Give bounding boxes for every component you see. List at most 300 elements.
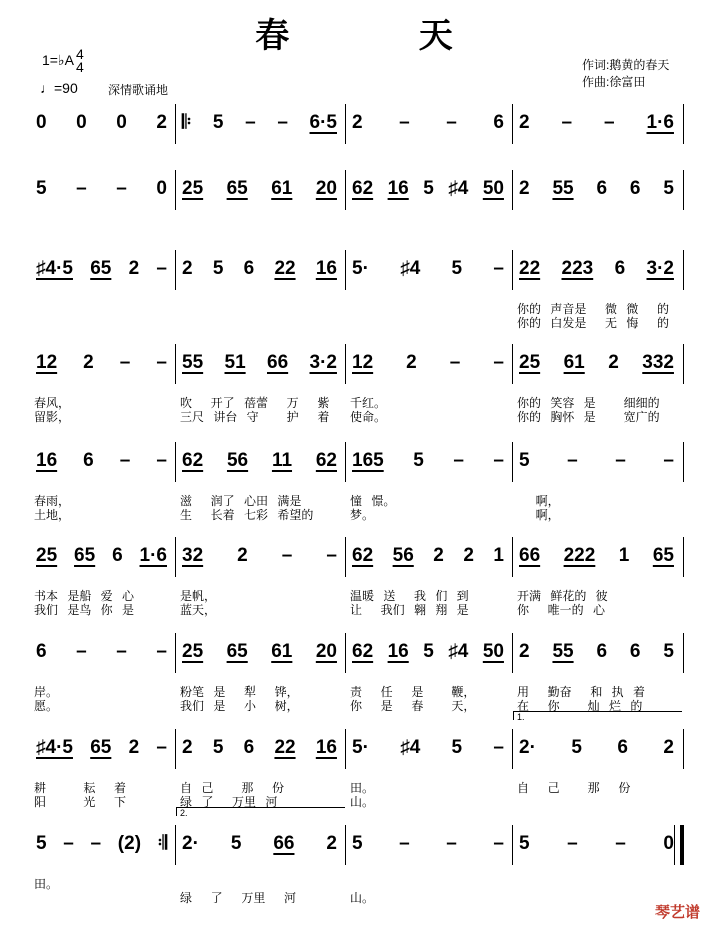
note: 2: [608, 352, 619, 373]
note: 2: [352, 112, 363, 133]
note: 5: [36, 833, 47, 854]
lyric-verse-2: 你 唯一的 心: [517, 603, 606, 617]
lyric-verse-2: 啊，: [517, 508, 560, 522]
lyric-verse-1: 开满 鲜花的 彼: [517, 589, 608, 603]
note: 2: [128, 737, 140, 758]
note: 11: [271, 450, 293, 471]
note-group: [352, 833, 504, 855]
note: –: [493, 450, 504, 471]
note-group: [36, 178, 167, 200]
volta-bracket: 2.: [176, 807, 345, 816]
barline: [683, 344, 684, 384]
lyric-verse-2: 蓝天，: [180, 603, 217, 617]
lyric-verse-1: 你的 笑容 是 细细的: [517, 396, 660, 410]
note: 2: [326, 833, 337, 854]
note: –: [156, 737, 167, 758]
note: 62: [352, 178, 374, 199]
lyric-verse-1: 书本 是船 爱 心: [34, 589, 135, 603]
lyric-verse-2: 在 你 灿 烂 的: [517, 699, 643, 713]
lyric-verse-1: 千红。: [350, 396, 387, 410]
note: 22: [519, 258, 541, 279]
composer: 作曲:徐富田: [582, 75, 646, 89]
note: –: [326, 545, 337, 566]
measure: [512, 825, 682, 865]
measure: [175, 344, 345, 424]
measure: [512, 633, 682, 713]
lyric-verse-1: 啊，: [517, 494, 560, 508]
note-group: [519, 641, 674, 663]
note: ♯4·5: [36, 737, 73, 758]
lyric-verse-1: 自 己 那 份: [517, 781, 631, 795]
note-group: [36, 545, 167, 567]
note: 5: [571, 737, 582, 758]
note: 56: [392, 545, 414, 566]
note: 2: [519, 178, 530, 199]
note-group: [182, 178, 337, 200]
note: –: [76, 641, 87, 662]
note-group: [352, 352, 504, 374]
measure: [345, 729, 512, 809]
note: –: [453, 450, 464, 471]
note: 20: [315, 641, 337, 662]
barline: [683, 633, 684, 673]
note-group: [352, 545, 504, 567]
note: –: [615, 833, 626, 854]
note: –: [399, 112, 410, 133]
note: 5: [663, 641, 674, 662]
tempo-marking: ♩=90: [40, 80, 78, 96]
note: ♯4: [448, 178, 469, 199]
measure: [175, 170, 345, 210]
lyric-verse-1: 春风，: [34, 396, 71, 410]
measure: [345, 344, 512, 424]
measure: [30, 344, 175, 424]
note-group: [36, 352, 167, 374]
barline: [683, 104, 684, 144]
lyric-verse-1: 你的 声音是 微 微 的: [517, 302, 670, 316]
note: 223: [561, 258, 594, 279]
note: 3·2: [309, 352, 337, 373]
volta-bracket: 1.: [513, 711, 682, 720]
note-group: [182, 641, 337, 663]
staff-system: [30, 712, 682, 809]
note: –: [116, 641, 127, 662]
note: 6: [112, 545, 123, 566]
note: 20: [315, 178, 337, 199]
barline: [683, 442, 684, 482]
note-group: [352, 258, 504, 280]
measure: [345, 104, 512, 144]
note: 55: [182, 352, 204, 373]
note: 2: [128, 258, 140, 279]
note: 1·6: [139, 545, 167, 566]
lyric-verse-2: 留影，: [34, 410, 71, 424]
expression-marking: 深情歌诵地: [108, 83, 169, 97]
note: 1·6: [646, 112, 674, 133]
note-group: [519, 352, 674, 374]
note: 50: [482, 178, 504, 199]
lyric-verse-2: 你 是 春 天，: [350, 699, 476, 713]
staff-system: [30, 442, 682, 522]
note: 22: [274, 737, 296, 758]
note-group: [519, 258, 674, 280]
note: 0: [663, 833, 674, 854]
note: 5: [519, 833, 530, 854]
measure: [175, 729, 345, 809]
meter-bottom: 4: [76, 59, 84, 75]
note: 12: [352, 352, 374, 373]
lyric-verse-1: 温暖 送 我 们 到: [350, 589, 469, 603]
note-group: [519, 833, 674, 855]
note: ♯4: [448, 641, 469, 662]
note: 222: [563, 545, 596, 566]
note: 2: [182, 737, 193, 758]
measure: [512, 250, 682, 330]
staff-system: [30, 170, 682, 210]
lyric-verse-2: 我们 是 小 树，: [180, 699, 299, 713]
lyric-verse-2: 愿。: [34, 699, 59, 713]
measure: [30, 250, 175, 290]
note: 6: [596, 641, 608, 662]
note: 2: [519, 641, 530, 662]
note: 66: [273, 833, 295, 854]
lyric-verse-1: 田。: [350, 781, 375, 795]
note: 66: [519, 545, 541, 566]
note: 2: [519, 112, 530, 133]
note: 16: [315, 737, 337, 758]
note: –: [245, 112, 256, 133]
lyric-verse-2: 梦。: [350, 508, 375, 522]
note: 5: [423, 641, 434, 662]
note-group: [182, 737, 337, 759]
note: –: [446, 112, 457, 133]
note: 65: [652, 545, 674, 566]
note-group: [182, 112, 337, 134]
note: –: [449, 352, 461, 373]
note: 5: [212, 737, 224, 758]
measure: [345, 442, 512, 522]
measure: [30, 170, 175, 210]
note: 62: [352, 641, 374, 662]
note-group: [352, 112, 504, 134]
lyric-verse-2: 山。: [350, 795, 375, 809]
lyric-verse-2: 你的 胸怀 是 宽广的: [517, 410, 660, 424]
note: 0: [156, 178, 167, 199]
note: 6: [617, 737, 628, 758]
lyric-verse-1: 用 勤奋 和 执 着: [517, 685, 646, 699]
note-group: [182, 833, 337, 855]
note: 𝄇: [157, 833, 167, 854]
note: 6: [596, 178, 608, 199]
measure: [512, 537, 682, 617]
note: –: [604, 112, 615, 133]
note-group: [519, 112, 674, 134]
note: 61: [271, 178, 293, 199]
note: 61: [563, 352, 585, 373]
measure: [30, 729, 175, 809]
note-group: [36, 450, 167, 472]
lyric-verse-2: 土地，: [34, 508, 71, 522]
note: ♯4: [400, 737, 421, 758]
note: 6: [629, 178, 641, 199]
lyricist: 作词:鹅黄的春天: [582, 58, 670, 72]
note: 5: [212, 112, 224, 133]
barline: [683, 250, 684, 290]
note: 65: [226, 641, 248, 662]
note: 2: [156, 112, 167, 133]
lyric-verse-1: 吹 开了 蓓蕾 万 紫: [180, 396, 330, 410]
lyric-verse-1: 责 任 是 鞭，: [350, 685, 476, 699]
note: 65: [90, 737, 112, 758]
note: 62: [182, 450, 204, 471]
note: 65: [74, 545, 96, 566]
note-group: [519, 178, 674, 200]
note: 2·: [182, 833, 199, 854]
note: –: [567, 833, 578, 854]
lyric-verse-2: 山。: [350, 891, 375, 905]
note: 55: [552, 178, 574, 199]
note: 0: [36, 112, 47, 133]
note-group: [182, 258, 337, 280]
note: 25: [182, 641, 204, 662]
note: 6: [243, 737, 255, 758]
measure: [512, 344, 682, 424]
note: 3·2: [646, 258, 674, 279]
lyric-verse-1: 耕 耘 着: [34, 781, 127, 795]
note: 6: [36, 641, 47, 662]
note: 50: [482, 641, 504, 662]
staff-system: [30, 344, 682, 424]
note: 25: [519, 352, 541, 373]
measure: [345, 170, 512, 210]
note: –: [493, 258, 504, 279]
note: 51: [224, 352, 246, 373]
note: 5: [36, 178, 47, 199]
note: 62: [352, 545, 374, 566]
note: 65: [90, 258, 112, 279]
note: 6: [83, 450, 94, 471]
note: ♯4·5: [36, 258, 73, 279]
lyric-verse-2: 三尺 讲台 守 护 着: [180, 410, 330, 424]
note: –: [493, 833, 504, 854]
note: –: [277, 112, 288, 133]
note: 1: [493, 545, 504, 566]
staff-system: [30, 537, 682, 617]
note: 16: [387, 641, 409, 662]
note-group: [36, 641, 167, 663]
note: 𝄆: [182, 112, 192, 133]
lyric-verse-2: 使命。: [350, 410, 387, 424]
measure: [175, 104, 345, 144]
barline: [683, 537, 684, 577]
lyric-verse-1: 滋 润了 心田 满是: [180, 494, 302, 508]
lyric-verse-2: 绿 了 万里 河: [180, 891, 297, 905]
note: –: [281, 545, 293, 566]
note: 5: [451, 737, 463, 758]
measure: [175, 633, 345, 713]
note: 6: [493, 112, 504, 133]
meter-top: 4: [76, 46, 84, 62]
note: 55: [552, 641, 574, 662]
measure: [512, 712, 682, 795]
note: 2: [663, 737, 674, 758]
note: –: [493, 352, 504, 373]
note: –: [119, 450, 131, 471]
note: 25: [182, 178, 204, 199]
note: –: [663, 450, 674, 471]
measure: [345, 250, 512, 290]
note: 56: [226, 450, 249, 471]
note: 6: [614, 258, 626, 279]
note: –: [156, 450, 167, 471]
note: –: [493, 737, 504, 758]
note: 1: [618, 545, 630, 566]
note: 66: [267, 352, 289, 373]
measure: [30, 104, 175, 144]
lyric-verse-2: 绿 了 万里 河: [180, 795, 278, 809]
note: 5: [212, 258, 224, 279]
note: –: [90, 833, 102, 854]
measure: [345, 633, 512, 713]
note-group: [36, 737, 167, 759]
note: 165: [352, 450, 384, 471]
note: –: [116, 178, 127, 199]
note: 2: [83, 352, 94, 373]
note: –: [63, 833, 74, 854]
note: (2): [117, 833, 142, 854]
lyric-verse-1: 憧 憬。: [350, 494, 396, 508]
note: –: [119, 352, 131, 373]
note: –: [615, 450, 626, 471]
note-group: [519, 737, 674, 759]
measure: [175, 250, 345, 290]
barline: [683, 170, 684, 210]
note: 5: [519, 450, 530, 471]
note: 5: [352, 833, 363, 854]
note: 6: [629, 641, 641, 662]
note: 2: [182, 258, 193, 279]
note: 22: [274, 258, 296, 279]
note: 62: [315, 450, 337, 471]
note: 61: [271, 641, 293, 662]
measure: [512, 442, 682, 522]
note: ♯4: [400, 258, 421, 279]
measure: [30, 633, 175, 713]
measure: [175, 442, 345, 522]
note: 2: [463, 545, 474, 566]
note: 5: [413, 450, 424, 471]
note: 2: [433, 545, 444, 566]
song-title: 春 天: [255, 17, 513, 55]
measure: [512, 170, 682, 210]
note-group: [182, 450, 337, 472]
note: 2: [237, 545, 248, 566]
note: –: [76, 178, 87, 199]
time-signature: [76, 48, 84, 74]
note: 0: [116, 112, 127, 133]
note: 16: [387, 178, 409, 199]
note: –: [561, 112, 573, 133]
measure: [345, 825, 512, 905]
lyric-verse-2: 你的 白发是 无 悔 的: [517, 316, 670, 330]
lyric-verse-1: 是帆，: [180, 589, 217, 603]
note: 332: [642, 352, 674, 373]
note: 5·: [352, 258, 369, 279]
watermark-logo: 琴艺谱: [654, 904, 700, 921]
note-group: [352, 178, 504, 200]
barline: [683, 729, 684, 769]
lyric-verse-1: 岸。: [34, 685, 59, 699]
final-barline: [674, 825, 684, 865]
note: 5: [423, 178, 434, 199]
lyric-verse-2: 阳 光 下: [34, 795, 127, 809]
lyric-verse-1: 自 己 那 份: [180, 781, 285, 795]
note: –: [156, 258, 167, 279]
note-group: [182, 545, 337, 567]
note-group: [519, 450, 674, 472]
lyric-verse-2: 让 我们 翱 翔 是: [350, 603, 469, 617]
lyric-verse-1: 田。: [34, 877, 59, 891]
credits: [582, 57, 669, 91]
key-signature: 1=♭A: [42, 52, 74, 68]
note-group: [352, 450, 504, 472]
lyric-verse-1: 粉笔 是 犁 铧，: [180, 685, 299, 699]
note: 5: [230, 833, 242, 854]
note: 12: [36, 352, 58, 373]
measure: [345, 537, 512, 617]
note-group: [352, 737, 504, 759]
staff-system: [30, 250, 682, 330]
note: 2: [406, 352, 417, 373]
note: –: [156, 641, 167, 662]
note: –: [567, 450, 578, 471]
staff-system: [30, 808, 682, 905]
lyric-verse-2: 生 长着 七彩 希望的: [180, 508, 314, 522]
note-group: [519, 545, 674, 567]
measure: [30, 442, 175, 522]
lyric-verse-2: 我们 是鸟 你 是: [34, 603, 135, 617]
note: –: [156, 352, 167, 373]
note-group: [36, 833, 167, 855]
staff-system: [30, 104, 682, 144]
note: –: [399, 833, 410, 854]
note: 6: [243, 258, 255, 279]
measure: [175, 537, 345, 617]
note: 6·5: [309, 112, 337, 133]
staff-system: [30, 633, 682, 713]
note: 32: [182, 545, 204, 566]
note: 0: [76, 112, 87, 133]
note: –: [446, 833, 457, 854]
note: 65: [226, 178, 248, 199]
lyric-verse-1: 春雨，: [34, 494, 71, 508]
note: 5: [663, 178, 674, 199]
note-group: [182, 352, 337, 374]
note: 2·: [519, 737, 536, 758]
measure: [512, 104, 682, 144]
note: 16: [36, 450, 58, 471]
measure: [30, 537, 175, 617]
measure: [175, 808, 345, 905]
note: 5: [451, 258, 463, 279]
note: 16: [315, 258, 337, 279]
note-group: [352, 641, 504, 663]
note: 25: [36, 545, 58, 566]
note-group: [36, 112, 167, 134]
measure: [30, 825, 175, 891]
note-group: [36, 258, 167, 280]
note: 5·: [352, 737, 369, 758]
